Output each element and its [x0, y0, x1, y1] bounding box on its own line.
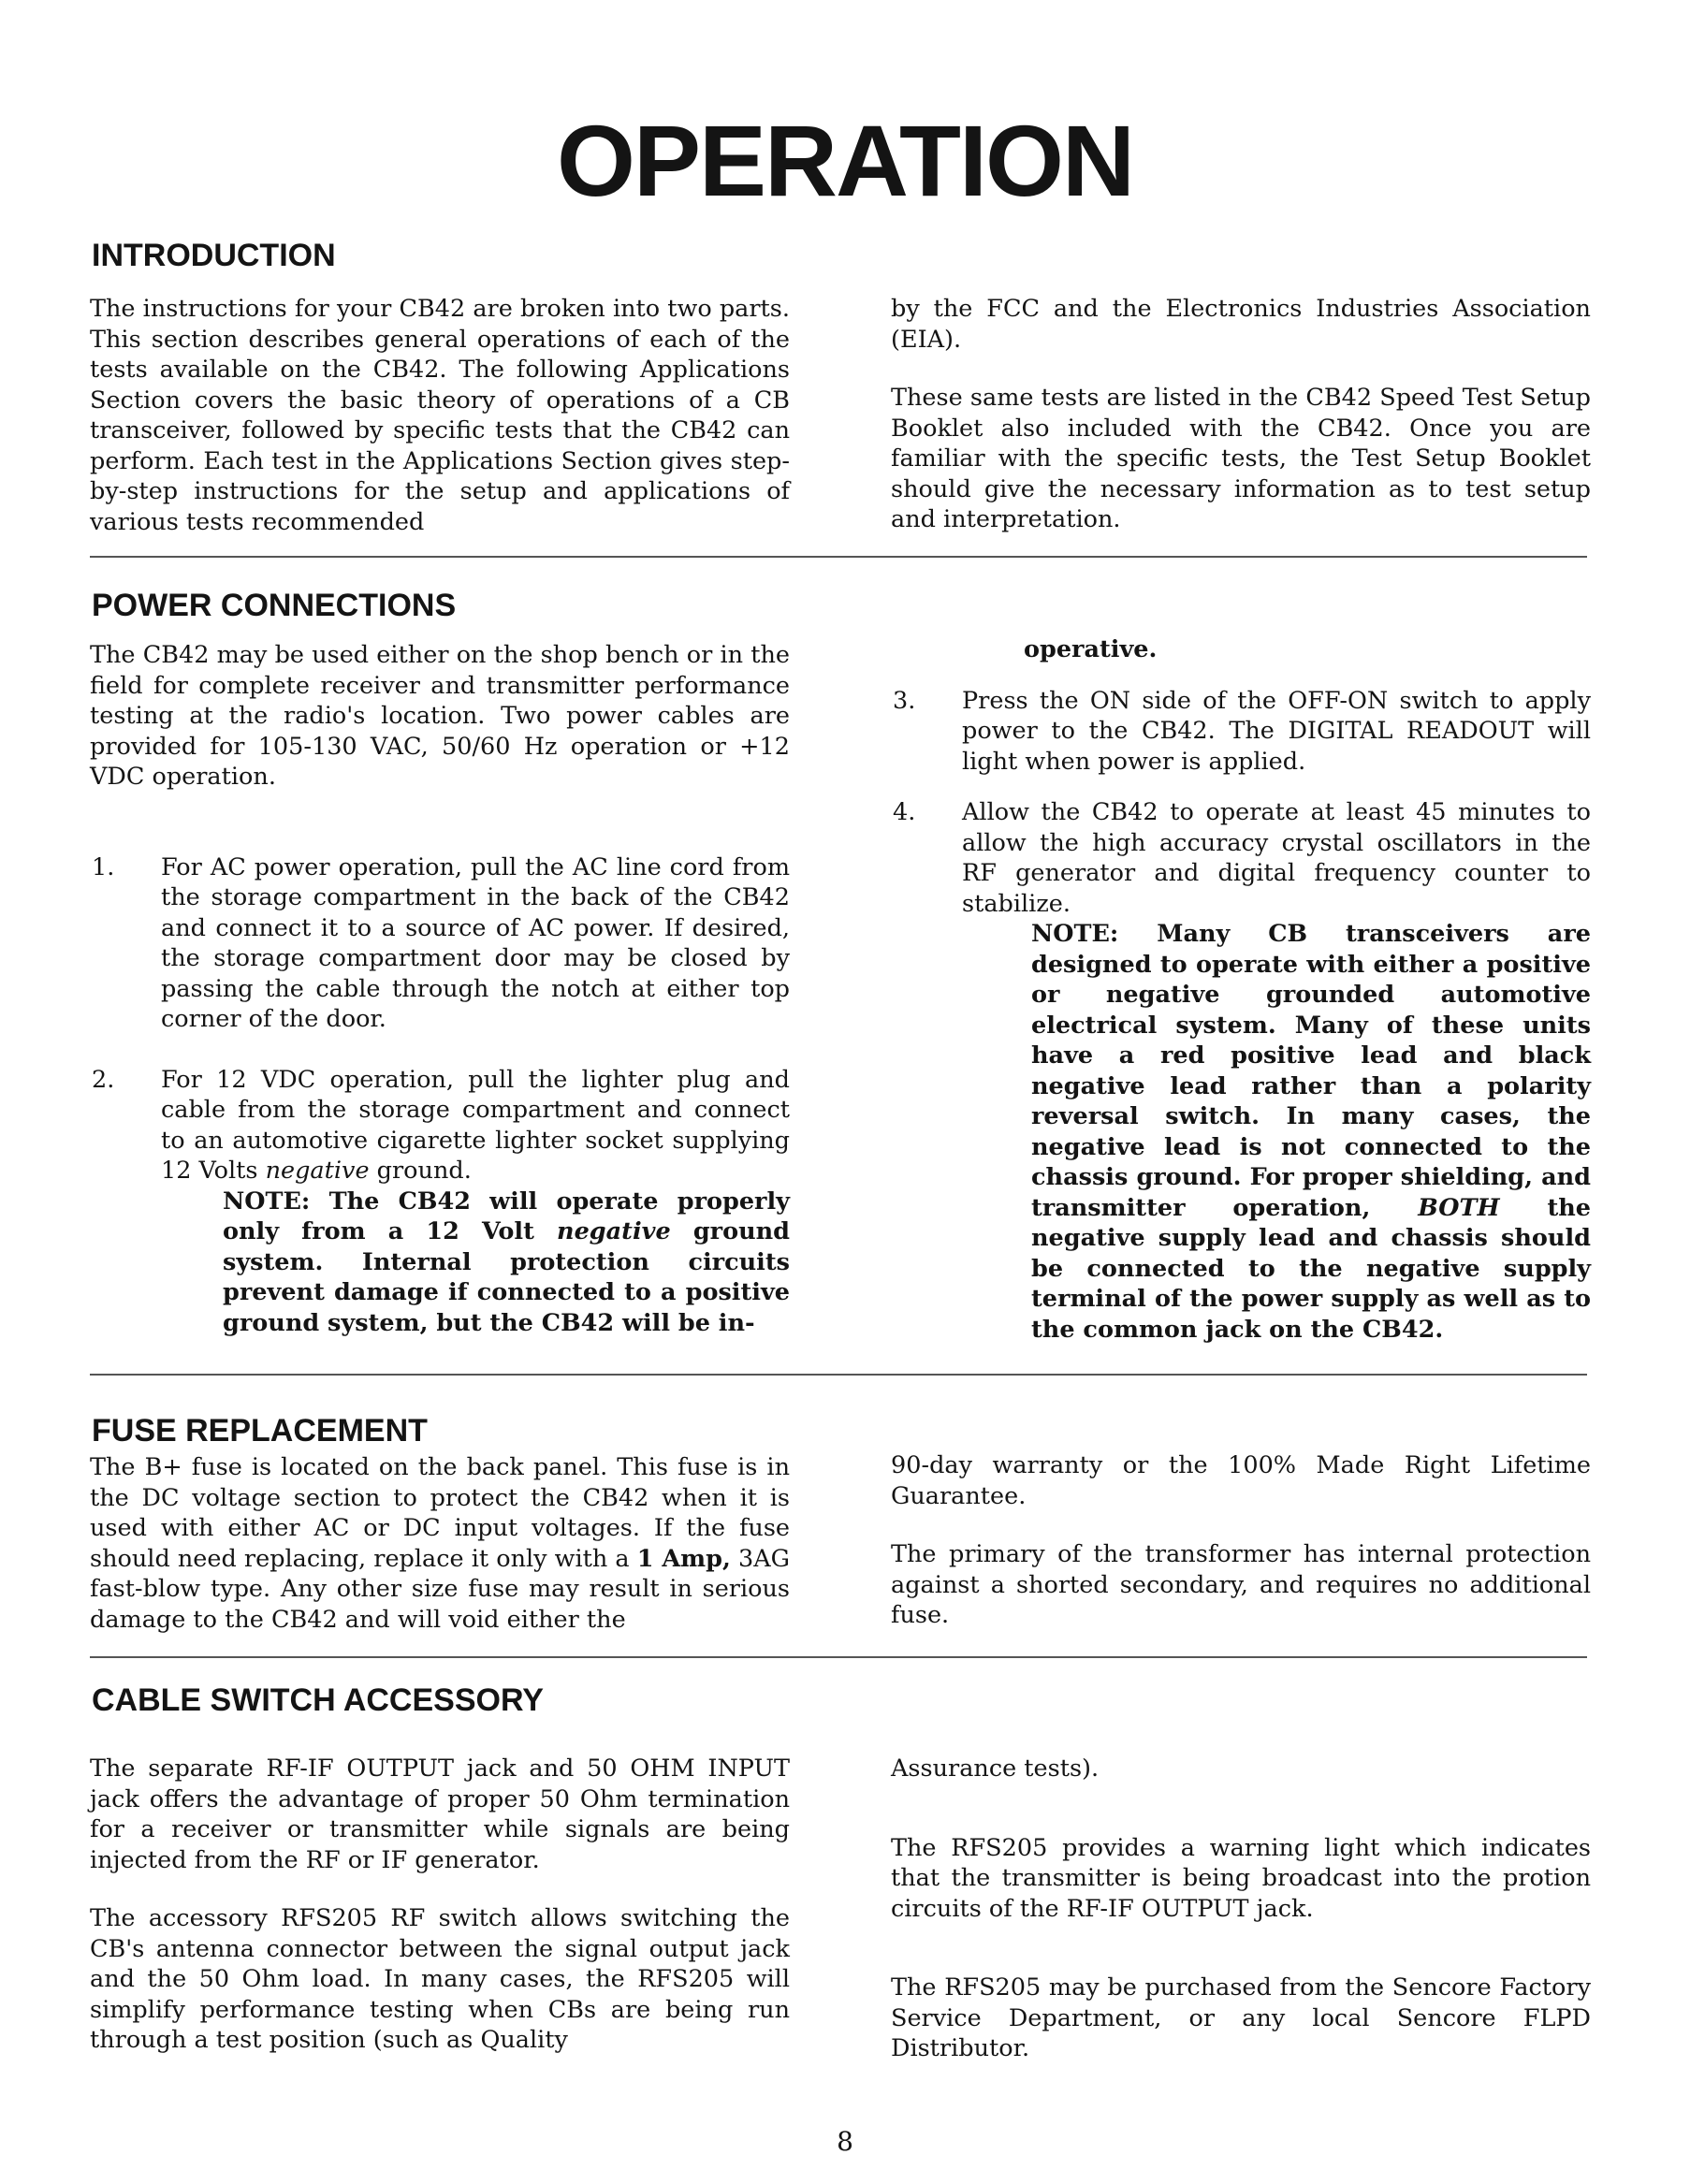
section-divider — [90, 1374, 1587, 1376]
note-2-emphasis: BOTH — [1418, 1193, 1500, 1222]
section-divider — [90, 1656, 1587, 1658]
fuse-replacement-heading: FUSE REPLACEMENT — [92, 1413, 428, 1449]
cable-right-column — [891, 1754, 1591, 2064]
note-polarity — [1031, 919, 1591, 1345]
step-3 — [891, 686, 1591, 778]
speed-test-paragraph: These same tests are listed in the CB42 Speed Test Setup Booklet also included with the CB42. Once you are familiar with the specific tests, the Test Setup Booklet should give the necessary information as to test setup and interpretation. — [891, 384, 1591, 533]
step-1-number: 1. — [92, 852, 115, 881]
fuse-text-end: 3AG fast-blow type. Any other size fuse may result in serious damage to the CB42 and will void either the — [90, 1544, 790, 1634]
step-1 — [90, 852, 790, 1035]
fuse-paragraph — [90, 1452, 790, 1635]
purchase-paragraph: The RFS205 may be purchased from the Sencore Factory Service Department, or any local Sencore FLPD Distributor. — [891, 1973, 1591, 2062]
power-intro-paragraph: The CB42 may be used either on the shop bench or in the field for complete receiver and transmitter performance testing at the radio's location. Two power cables are provided for 105-130 VAC, 50/60 Hz operation or +12 VDC operation. — [90, 641, 790, 791]
step-3-text: Press the ON side of the OFF-ON switch to apply power to the CB42. The DIGITAL READOUT will light when power is applied. — [962, 686, 1591, 776]
page-number: 8 — [837, 2126, 853, 2157]
section-divider — [90, 556, 1587, 558]
step-4 — [891, 797, 1591, 1345]
step-3-number: 3. — [893, 686, 916, 715]
introduction-paragraph: The instructions for your CB42 are broken into two parts. This section describes general operations of each of the tests available on the CB42. The following Applications Section covers the basic theory of operations of a CB transceiver, followed by specific tests that the CB42 can perform. Each test in the Applications Section gives step-by-step instructions for the setup and applications of various tests recommended — [90, 295, 790, 536]
page-title: OPERATION — [556, 104, 1134, 217]
note-negative-ground — [223, 1187, 790, 1339]
cable-continued-paragraph: Assurance tests). — [891, 1754, 1100, 1783]
power-connections-heading: POWER CONNECTIONS — [92, 588, 457, 623]
note-1-text-end: ground system. Internal protection circuits prevent damage if connected to a positive ground system, but the CB42 will be in- — [223, 1217, 790, 1337]
step-2-number: 2. — [92, 1065, 115, 1094]
note-1-emphasis: negative — [557, 1217, 671, 1245]
introduction-heading: INTRODUCTION — [92, 238, 336, 273]
step-2-text: For 12 VDC operation, pull the lighter plug and cable from the storage compartment and connect to an automotive cigarette lighter socket supplying 12 Volts — [161, 1065, 790, 1185]
note-2-text-end: the negative supply lead and chassis should be connected to the negative supply terminal of the power supply as well as to the common jack on the CB42. — [1031, 1193, 1591, 1344]
fuse-left-column — [90, 1452, 790, 1635]
warning-light-paragraph: The RFS205 provides a warning light which indicates that the transmitter is being broadcast into the protion circuits of the RF-IF OUTPUT jack. — [891, 1833, 1591, 1923]
step-2 — [90, 1065, 790, 1339]
fuse-right-column — [891, 1450, 1591, 1631]
rfs205-switch-paragraph: The accessory RFS205 RF switch allows switching the CB's antenna connector between the signal output jack and the 50 Ohm load. In many cases, the RFS205 will simplify performance testing when CBs are being run through a test position (such as Quality — [90, 1904, 790, 2054]
step-2-emphasis: negative — [265, 1157, 370, 1185]
fuse-text: The B+ fuse is located on the back panel. This fuse is in the DC voltage section to protect the CB42 when it is used with either AC or DC input voltages. If the fuse should need replacing, replace it only with a — [90, 1453, 790, 1573]
transformer-paragraph: The primary of the transformer has internal protection against a shorted secondary, and requires no additional fuse. — [891, 1540, 1591, 1629]
cable-left-column — [90, 1754, 790, 2056]
introduction-continued-paragraph: by the FCC and the Electronics Industries Association (EIA). — [891, 295, 1591, 354]
step-4-text: Allow the CB42 to operate at least 45 minutes to allow the high accuracy crystal oscillators in the RF generator and digital frequency counter to stabilize. — [962, 798, 1591, 918]
step-1-text: For AC power operation, pull the AC line cord from the storage compartment in the back of the CB42 and connect it to a source of AC power. If desired, the storage compartment door may be closed by passing the cable through the notch at either top corner of the door. — [161, 852, 790, 1033]
fuse-rating: 1 Amp, — [636, 1544, 731, 1573]
introduction-left-column — [90, 294, 790, 537]
step-4-number: 4. — [893, 798, 916, 826]
cable-switch-heading: CABLE SWITCH ACCESSORY — [92, 1682, 544, 1718]
introduction-right-column — [891, 294, 1591, 535]
power-right-column — [891, 634, 1591, 1345]
rf-if-output-paragraph: The separate RF-IF OUTPUT jack and 50 OHM INPUT jack offers the advantage of proper 50 Ohm termination for a receiver or transmitter while signals are being injected from the RF or IF generator. — [90, 1754, 790, 1874]
step-2-text-end: ground. — [376, 1157, 472, 1185]
power-left-column — [90, 640, 790, 1338]
note-1-text: NOTE: The CB42 will operate properly only from a 12 Volt — [223, 1187, 790, 1245]
power-continued-text: operative. — [1024, 635, 1158, 663]
warranty-paragraph: 90-day warranty or the 100% Made Right Lifetime Guarantee. — [891, 1451, 1591, 1510]
note-2-text: NOTE: Many CB transceivers are designed to operate with either a positive or negative grounded automotive electrical system. Many of these units have a red positive lead and black negative lead rather than a polarity reversal switch. In many cases, the negative lead is not connected to the chassis ground. For proper shielding, and transmitter operation, — [1031, 920, 1591, 1222]
